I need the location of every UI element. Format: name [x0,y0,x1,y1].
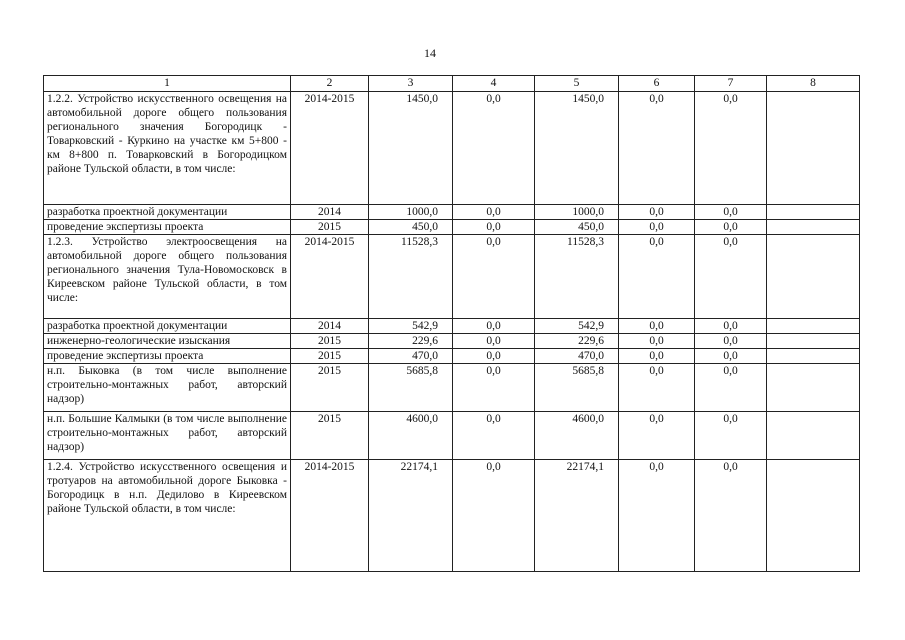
column-header: 8 [767,76,860,92]
column-header: 5 [535,76,619,92]
row-value-col5: 4600,0 [535,412,619,460]
row-value-col4: 0,0 [453,235,535,319]
column-header: 6 [619,76,695,92]
row-value-col8 [767,349,860,364]
row-value-col7: 0,0 [695,460,767,572]
row-period: 2015 [291,220,369,235]
row-value-total: 470,0 [369,349,453,364]
row-value-col4: 0,0 [453,220,535,235]
row-value-col8 [767,364,860,412]
row-value-col5: 470,0 [535,349,619,364]
row-description: н.п. Быковка (в том числе выполнение строительно-монтажных работ, авторский надзор) [44,364,291,412]
row-description: проведение экспертизы проекта [44,220,291,235]
row-period: 2015 [291,334,369,349]
row-period: 2014-2015 [291,92,369,205]
row-value-col4: 0,0 [453,364,535,412]
column-header: 4 [453,76,535,92]
table-row [44,205,860,220]
row-value-col6: 0,0 [619,92,695,205]
row-value-col4: 0,0 [453,334,535,349]
row-description: 1.2.2. Устройство искусственного освещения на автомобильной дороге общего пользования регионального значения Богородицк - Товарковский - Куркино на участке км 5+800 - км 8+800 п. Товарковский в Богородицком районе Тульской области, в том числе: [44,92,291,205]
row-value-total: 5685,8 [369,364,453,412]
row-value-col6: 0,0 [619,235,695,319]
row-value-col5: 450,0 [535,220,619,235]
table-header-row [44,76,860,92]
table-row [44,364,860,412]
row-value-col4: 0,0 [453,319,535,334]
row-value-col8 [767,92,860,205]
row-value-col7: 0,0 [695,319,767,334]
row-period: 2014 [291,205,369,220]
column-header: 1 [44,76,291,92]
table-row [44,349,860,364]
row-value-col7: 0,0 [695,364,767,412]
row-value-col8 [767,205,860,220]
row-value-total: 450,0 [369,220,453,235]
row-description: разработка проектной документации [44,319,291,334]
row-value-col6: 0,0 [619,220,695,235]
row-value-total: 22174,1 [369,460,453,572]
row-value-col4: 0,0 [453,349,535,364]
row-value-col8 [767,334,860,349]
page-number: 14 [424,46,436,60]
row-value-col6: 0,0 [619,319,695,334]
budget-table [43,75,860,572]
row-value-col4: 0,0 [453,412,535,460]
row-value-col5: 22174,1 [535,460,619,572]
row-value-col8 [767,220,860,235]
row-period: 2014-2015 [291,460,369,572]
row-value-col7: 0,0 [695,349,767,364]
row-period: 2015 [291,412,369,460]
table-row [44,92,860,205]
row-value-col5: 229,6 [535,334,619,349]
row-value-col4: 0,0 [453,92,535,205]
row-value-total: 1450,0 [369,92,453,205]
row-value-col8 [767,235,860,319]
row-value-col6: 0,0 [619,349,695,364]
row-value-col8 [767,412,860,460]
table-body [44,76,860,572]
row-value-col8 [767,319,860,334]
row-value-col5: 1450,0 [535,92,619,205]
row-description: н.п. Большие Калмыки (в том числе выполнение строительно-монтажных работ, авторский надзор) [44,412,291,460]
row-value-col4: 0,0 [453,205,535,220]
row-value-col5: 5685,8 [535,364,619,412]
row-value-col7: 0,0 [695,92,767,205]
row-value-col8 [767,460,860,572]
row-description: инженерно-геологические изыскания [44,334,291,349]
row-value-col5: 542,9 [535,319,619,334]
row-value-col6: 0,0 [619,412,695,460]
row-description: 1.2.4. Устройство искусственного освещения и тротуаров на автомобильной дороге Быковка - Богородицк в н.п. Дедилово в Киреевском районе Тульской области, в том числе: [44,460,291,572]
table-row [44,460,860,572]
table-row [44,235,860,319]
row-value-col7: 0,0 [695,334,767,349]
row-value-total: 4600,0 [369,412,453,460]
table-row [44,319,860,334]
row-value-total: 542,9 [369,319,453,334]
row-value-col7: 0,0 [695,205,767,220]
row-value-total: 1000,0 [369,205,453,220]
row-period: 2014-2015 [291,235,369,319]
row-value-total: 11528,3 [369,235,453,319]
row-value-col7: 0,0 [695,220,767,235]
row-period: 2015 [291,349,369,364]
row-value-col5: 11528,3 [535,235,619,319]
table-row [44,334,860,349]
column-header: 7 [695,76,767,92]
column-header: 2 [291,76,369,92]
table-row [44,220,860,235]
row-value-total: 229,6 [369,334,453,349]
column-header: 3 [369,76,453,92]
row-description: 1.2.3. Устройство электроосвещения на автомобильной дороге общего пользования регионального значения Тула-Новомосковск в Киреевском районе Тульской области, в том числе: [44,235,291,319]
row-value-col6: 0,0 [619,364,695,412]
row-value-col7: 0,0 [695,235,767,319]
row-description: разработка проектной документации [44,205,291,220]
row-period: 2014 [291,319,369,334]
row-value-col7: 0,0 [695,412,767,460]
row-value-col6: 0,0 [619,460,695,572]
row-value-col4: 0,0 [453,460,535,572]
row-period: 2015 [291,364,369,412]
row-value-col6: 0,0 [619,334,695,349]
row-value-col5: 1000,0 [535,205,619,220]
row-value-col6: 0,0 [619,205,695,220]
row-description: проведение экспертизы проекта [44,349,291,364]
table-row [44,412,860,460]
